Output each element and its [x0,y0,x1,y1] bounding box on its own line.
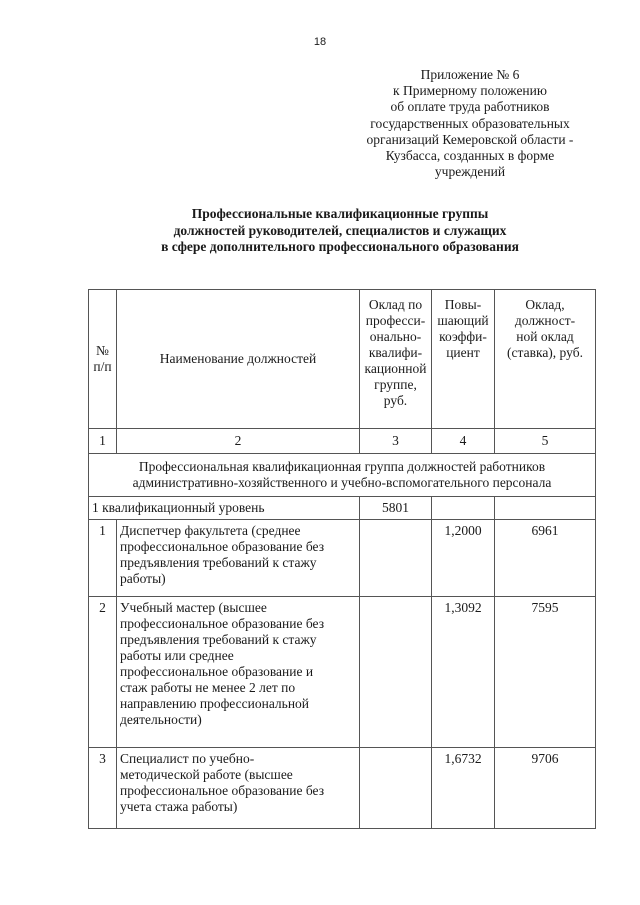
level-salary-group: 5801 [360,497,432,520]
column-numbers-row [89,429,596,454]
appendix-line: об оплате труда работников [390,99,550,115]
table-row [89,748,596,829]
qualification-level-row [89,497,596,520]
row-salary: 7595 [495,597,596,748]
col-number: 2 [117,429,360,454]
col-number: 3 [360,429,432,454]
row-coef: 1,6732 [432,748,495,829]
col-number: 1 [89,429,117,454]
header-salary: Оклад, должност- ной оклад (ставка), руб. [495,290,596,429]
col-number: 5 [495,429,596,454]
row-salary: 6961 [495,520,596,597]
positions-table [88,289,596,829]
header-coef: Повы- шающий коэффи- циент [432,290,495,429]
row-name: Специалист по учебно- методической работе (высшее профессиональное образование без учета стажа работы) [117,748,360,829]
appendix-line: государственных образовательных [370,115,570,131]
row-salary: 9706 [495,748,596,829]
table-row [89,597,596,748]
row-name: Учебный мастер (высшее профессиональное образование без предъявления требований к стажу работы или среднее профессиональное образование и стаж работы не менее 2 лет по направлению профессиональной деятельности) [117,597,360,748]
title-line: Профессиональные квалификационные группы [191,206,489,221]
empty-cell [495,497,596,520]
level-label: 1 квалификационный уровень [89,497,360,520]
row-name: Диспетчер факультета (среднее профессиональное образование без предъявления требований к стажу работы) [117,520,360,597]
col-number: 4 [432,429,495,454]
row-coef: 1,2000 [432,520,495,597]
header-name: Наименование должностей [117,290,360,429]
empty-cell [360,597,432,748]
title-line: должностей руководителей, специалистов и служащих [173,222,507,238]
appendix-line: Приложение № 6 [420,67,520,82]
appendix-line: учреждений [434,164,506,180]
header-salary-group: Оклад по професси- онально- квалифи- кационной группе, руб. [360,290,432,429]
table-row [89,520,596,597]
row-num: 1 [89,520,117,597]
group-title-row [89,454,596,497]
appendix-line: организаций Кемеровской области - [366,131,574,147]
title-line: в сфере дополнительного профессионального образования [161,239,519,254]
group-title: Профессиональная квалификационная группа должностей работников административно-хозяйственного и учебно-вспомогательного персонала [89,454,596,497]
appendix-line: к Примерному положению [393,83,547,99]
header-num: № п/п [89,290,117,429]
row-coef: 1,3092 [432,597,495,748]
document-title [60,206,620,256]
row-num: 2 [89,597,117,748]
row-num: 3 [89,748,117,829]
page-number: 18 [313,36,327,48]
empty-cell [360,748,432,829]
empty-cell [432,497,495,520]
empty-cell [360,520,432,597]
appendix-line: Кузбасса, созданных в форме [385,148,555,164]
appendix-note [350,67,590,180]
table-header-row [89,290,596,429]
